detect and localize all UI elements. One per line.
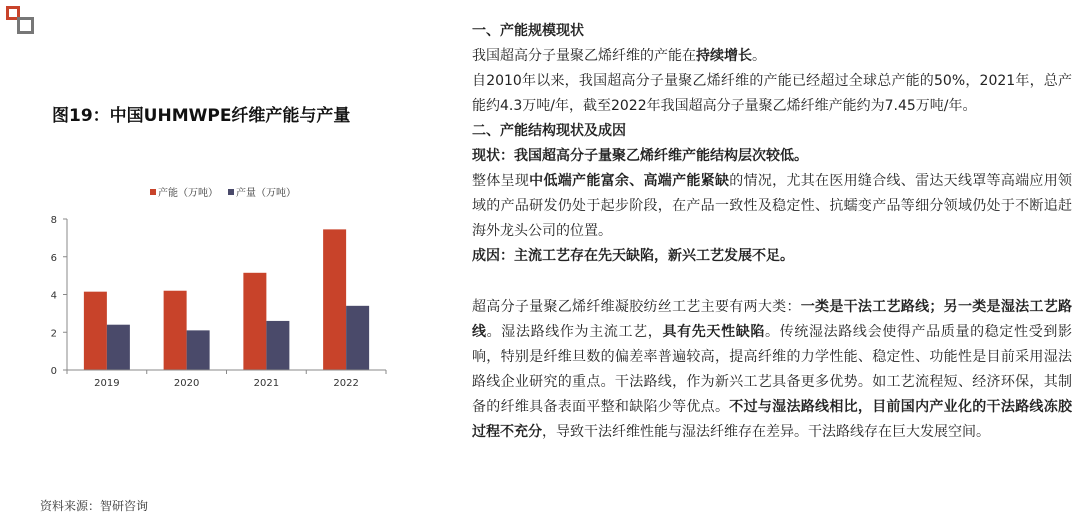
x-tick-label-2022: 2022 bbox=[333, 378, 359, 389]
logo-square-gray bbox=[17, 17, 34, 34]
y-tick-label-1: 2 bbox=[50, 328, 57, 340]
y-tick-label-3: 6 bbox=[50, 252, 57, 264]
legend-label-1: 产量（万吨） bbox=[236, 188, 296, 199]
p3-text-b: 一类是干法工艺路线；另一类是湿法工艺路线 bbox=[472, 299, 1073, 340]
figure-title: 图19：中国UHMWPE纤维产能与产量 bbox=[52, 106, 351, 126]
p3-text-c: 。湿法路线作为主流工艺， bbox=[486, 324, 663, 340]
section-2-paragraph bbox=[472, 169, 1072, 244]
p3-text-a: 超高分子量聚乙烯纤维凝胶纺丝工艺主要有两大类： bbox=[472, 299, 801, 315]
bar-output-2020 bbox=[187, 330, 210, 370]
section-2-title: 二、产能结构现状及成因 bbox=[472, 123, 626, 139]
section-1-title: 一、产能规模现状 bbox=[472, 23, 584, 39]
p3-text-e: 。传统湿法路线会使得产品质量的稳定性受到影响，特别是纤维旦数的偏差率普遍较高，提高纤维的力学性能、稳定性、功能性是目前采用湿法路线企业研究的重点。干法路线，作为新兴工艺具备更多优势。如工艺流程短、经济环保，其制备的纤维具备表面平整和缺陷少等优点。 bbox=[472, 324, 1073, 415]
x-tick-label-2021: 2021 bbox=[253, 378, 280, 389]
source-note: 资料来源：智研咨询 bbox=[40, 499, 149, 513]
legend-swatch-1 bbox=[228, 189, 234, 195]
bar-output-2021 bbox=[266, 321, 289, 370]
p3-text-d: 具有先天性缺陷 bbox=[662, 324, 766, 340]
y-tick-label-0: 0 bbox=[50, 366, 57, 377]
x-axis bbox=[67, 370, 386, 389]
section-1-paragraph: 自2010年以来，我国超高分子量聚乙烯纤维的产能已经超过全球总产能的50%，2021年，总产能约4.3万吨/年，截至2022年我国超高分子量聚乙烯纤维产能约为7.45万吨/年。 bbox=[472, 73, 1072, 114]
bar-chart bbox=[40, 180, 400, 400]
y-axis bbox=[51, 215, 67, 377]
chart-bars bbox=[84, 229, 369, 370]
process-paragraph bbox=[472, 295, 1072, 445]
y-tick-label-2: 4 bbox=[50, 290, 57, 302]
bar-capacity-2020 bbox=[164, 291, 187, 370]
section-2-status: 现状：我国超高分子量聚乙烯纤维产能结构层次较低。 bbox=[472, 148, 808, 164]
logo-icon bbox=[6, 6, 36, 36]
legend-label-0: 产能（万吨） bbox=[158, 188, 218, 199]
x-tick-label-2019: 2019 bbox=[94, 378, 120, 389]
s1-text-c: 。 bbox=[752, 48, 766, 64]
p3-text-f: 不过与湿法路线相比，目前国内产业化的干法路线冻胶过程不充分 bbox=[472, 399, 1073, 440]
section-2-cause: 成因：主流工艺存在先天缺陷，新兴工艺发展不足。 bbox=[472, 248, 794, 264]
legend-swatch-0 bbox=[150, 189, 156, 195]
x-tick-label-2020: 2020 bbox=[173, 378, 200, 389]
s1-text-b: 持续增长 bbox=[696, 48, 752, 64]
bar-output-2022 bbox=[346, 306, 369, 370]
text-panel bbox=[472, 19, 1072, 445]
bar-capacity-2019 bbox=[84, 292, 107, 370]
p3-text-g: ，导致干法纤维性能与湿法纤维存在差异。干法路线存在巨大发展空间。 bbox=[542, 424, 990, 440]
s2-text-c: 的情况，尤其在医用缝合线、雷达天线罩等高端应用领域的产品研发仍处于起步阶段，在产品一致性及稳定性、抗蠕变产品等细分领域仍处于不断追赶海外龙头公司的位置。 bbox=[472, 173, 1073, 239]
chart-legend bbox=[150, 186, 296, 199]
bar-output-2019 bbox=[107, 325, 130, 370]
bar-capacity-2022 bbox=[323, 229, 346, 370]
s1-text-a: 我国超高分子量聚乙烯纤维的产能在 bbox=[472, 48, 696, 64]
s2-text-b: 中低端产能富余、高端产能紧缺 bbox=[529, 173, 730, 189]
y-tick-label-4: 8 bbox=[50, 215, 57, 226]
section-1-line-1 bbox=[472, 44, 1072, 69]
bar-capacity-2021 bbox=[243, 273, 266, 370]
s2-text-a: 整体呈现 bbox=[472, 173, 530, 189]
